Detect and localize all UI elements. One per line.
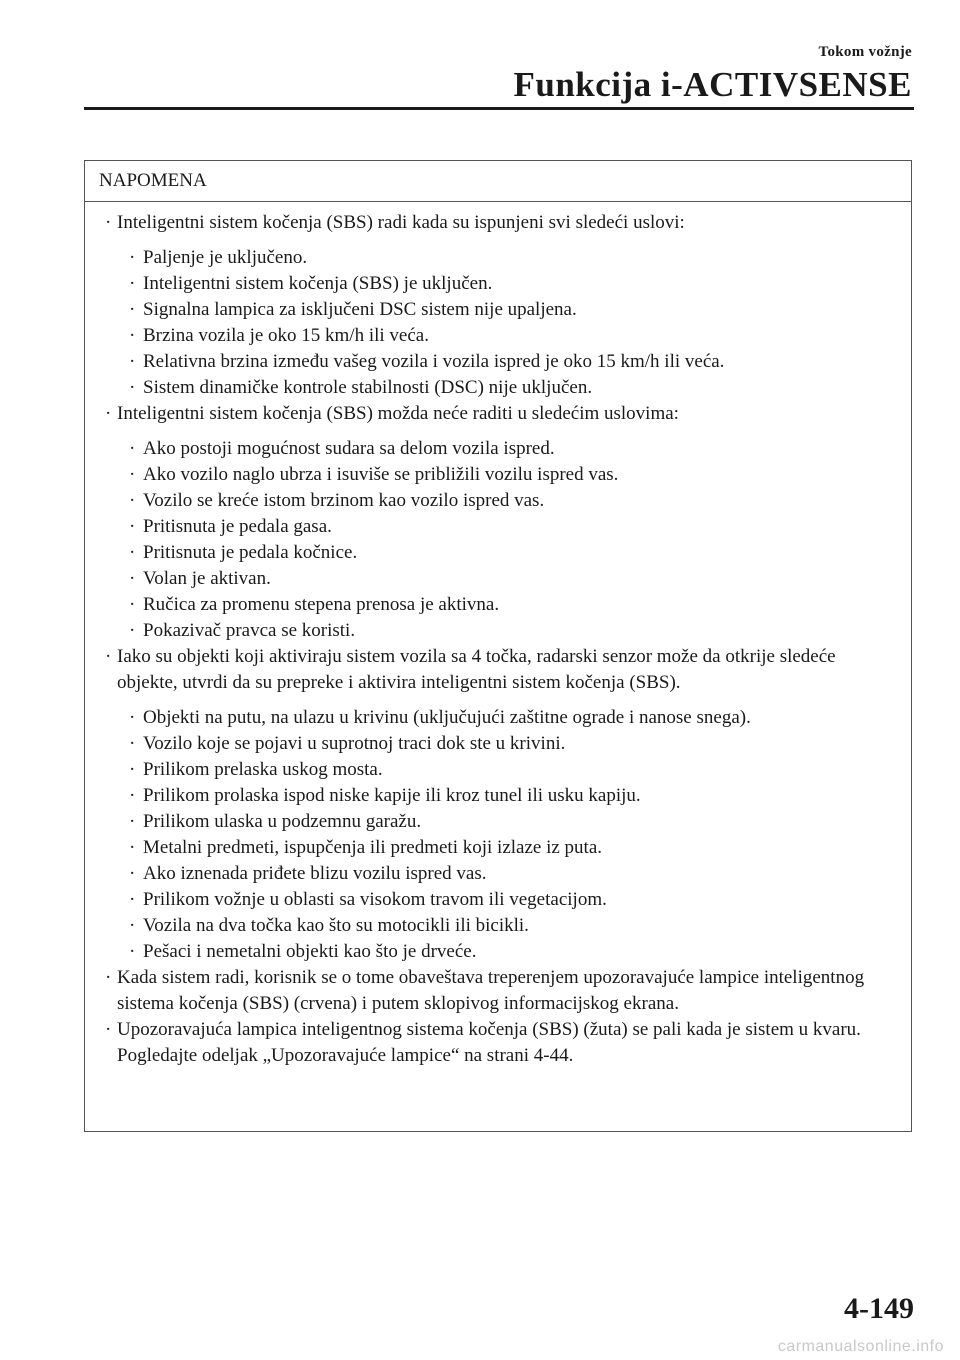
bullet-icon: · bbox=[129, 568, 136, 589]
sub-list-item bbox=[85, 323, 901, 349]
bullet-icon: · bbox=[105, 646, 112, 667]
sub-list-item bbox=[85, 514, 901, 540]
sub-list-item bbox=[85, 618, 901, 644]
note-item-text: Inteligentni sistem kočenja (SBS) možda neće raditi u sledećim uslovima: bbox=[117, 403, 679, 424]
sub-list-item bbox=[85, 349, 901, 375]
sub-list-item bbox=[85, 913, 901, 939]
sub-item-text: Pritisnuta je pedala gasa. bbox=[143, 516, 332, 537]
sub-list-item bbox=[85, 757, 901, 783]
bullet-icon: · bbox=[105, 1019, 112, 1040]
sub-list-item bbox=[85, 861, 901, 887]
sub-list-item bbox=[85, 939, 901, 965]
cross-reference: Pogledajte odeljak „Upozoravajuće lampice“ na strani 4-44. bbox=[117, 1045, 574, 1066]
bullet-icon: · bbox=[129, 542, 136, 563]
sub-list-item bbox=[85, 297, 901, 323]
bullet-icon: · bbox=[105, 403, 112, 424]
bullet-icon: · bbox=[129, 837, 136, 858]
sub-item-text: Sistem dinamičke kontrole stabilnosti (DSC) nije uključen. bbox=[143, 377, 593, 398]
note-heading: NAPOMENA bbox=[85, 161, 911, 202]
bullet-icon: · bbox=[129, 594, 136, 615]
bullet-icon: · bbox=[129, 785, 136, 806]
sub-list bbox=[85, 236, 901, 401]
sub-list-item bbox=[85, 592, 901, 618]
note-item bbox=[85, 644, 901, 696]
sub-list-item bbox=[85, 809, 901, 835]
sub-item-text: Objekti na putu, na ulazu u krivinu (uključujući zaštitne ograde i nanose snega). bbox=[143, 707, 751, 728]
note-item bbox=[85, 401, 901, 427]
bullet-icon: · bbox=[129, 464, 136, 485]
sub-list-item bbox=[85, 835, 901, 861]
sub-list bbox=[85, 696, 901, 965]
bullet-icon: · bbox=[129, 351, 136, 372]
bullet-icon: · bbox=[129, 299, 136, 320]
bullet-icon: · bbox=[105, 212, 112, 233]
bullet-icon: · bbox=[129, 620, 136, 641]
note-item-text: Inteligentni sistem kočenja (SBS) radi kada su ispunjeni svi sledeći uslovi: bbox=[117, 212, 685, 233]
sub-list-item bbox=[85, 887, 901, 913]
note-item-text: Iako su objekti koji aktiviraju sistem vozila sa 4 točka, radarski senzor može da otkrije sledeće objekte, utvrdi da su prepreke i aktivira inteligentni sistem kočenja (SBS). bbox=[117, 646, 836, 693]
sub-list-item bbox=[85, 245, 901, 271]
sub-list-item bbox=[85, 488, 901, 514]
sub-item-text: Prilikom vožnje u oblasti sa visokom travom ili vegetacijom. bbox=[143, 889, 607, 910]
note-item-text: Kada sistem radi, korisnik se o tome obaveštava treperenjem upozoravajuće lampice inteligentnog sistema kočenja (SBS) (crvena) i putem sklopivog informacijskog ekrana. bbox=[117, 967, 865, 1014]
sub-list-item bbox=[85, 375, 901, 401]
sub-item-text: Brzina vozila je oko 15 km/h ili veća. bbox=[143, 325, 429, 346]
sub-item-text: Ako iznenada priđete blizu vozilu ispred vas. bbox=[143, 863, 487, 884]
sub-item-text: Ako vozilo naglo ubrza i isuviše se približili vozilu ispred vas. bbox=[143, 464, 619, 485]
sub-item-text: Relativna brzina između vašeg vozila i vozila ispred je oko 15 km/h ili veća. bbox=[143, 351, 725, 372]
sub-item-text: Ako postoji mogućnost sudara sa delom vozila ispred. bbox=[143, 438, 555, 459]
section-label: Tokom vožnje bbox=[818, 44, 912, 60]
bullet-icon: · bbox=[129, 490, 136, 511]
sub-list-item bbox=[85, 462, 901, 488]
page-number: 4-149 bbox=[844, 1292, 914, 1325]
sub-list bbox=[85, 427, 901, 644]
bullet-icon: · bbox=[129, 915, 136, 936]
watermark: carmanualsonline.info bbox=[777, 1338, 944, 1355]
header-divider bbox=[84, 107, 914, 110]
sub-item-text: Signalna lampica za isključeni DSC sistem nije upaljena. bbox=[143, 299, 577, 320]
sub-item-text: Vozilo koje se pojavi u suprotnoj traci dok ste u krivini. bbox=[143, 733, 566, 754]
sub-item-text: Vozilo se kreće istom brzinom kao vozilo ispred vas. bbox=[143, 490, 545, 511]
bullet-icon: · bbox=[129, 889, 136, 910]
sub-item-text: Metalni predmeti, ispupčenja ili predmeti koji izlaze iz puta. bbox=[143, 837, 603, 858]
sub-item-text: Paljenje je uključeno. bbox=[143, 247, 308, 268]
running-header bbox=[513, 44, 912, 105]
bullet-icon: · bbox=[129, 273, 136, 294]
sub-list-item bbox=[85, 540, 901, 566]
bullet-icon: · bbox=[129, 941, 136, 962]
note-item bbox=[85, 210, 901, 236]
sub-item-text: Prilikom prelaska uskog mosta. bbox=[143, 759, 383, 780]
bullet-icon: · bbox=[129, 707, 136, 728]
sub-item-text: Prilikom prolaska ispod niske kapije ili kroz tunel ili usku kapiju. bbox=[143, 785, 641, 806]
sub-item-text: Pokazivač pravca se koristi. bbox=[143, 620, 356, 641]
sub-list-item bbox=[85, 566, 901, 592]
bullet-icon: · bbox=[105, 967, 112, 988]
bullet-icon: · bbox=[129, 733, 136, 754]
sub-list-item bbox=[85, 705, 901, 731]
sub-item-text: Vozila na dva točka kao što su motocikli ili bicikli. bbox=[143, 915, 529, 936]
bullet-icon: · bbox=[129, 863, 136, 884]
sub-list-item bbox=[85, 271, 901, 297]
sub-item-text: Volan je aktivan. bbox=[143, 568, 271, 589]
sub-item-text: Ručica za promenu stepena prenosa je aktivna. bbox=[143, 594, 500, 615]
bullet-icon: · bbox=[129, 377, 136, 398]
bullet-icon: · bbox=[129, 759, 136, 780]
sub-list-item bbox=[85, 783, 901, 809]
bullet-icon: · bbox=[129, 811, 136, 832]
note-item-text: Upozoravajuća lampica inteligentnog sistema kočenja (SBS) (žuta) se pali kada je sistem u kvaru. bbox=[117, 1019, 861, 1040]
sub-item-text: Prilikom ulaska u podzemnu garažu. bbox=[143, 811, 422, 832]
note-box bbox=[84, 160, 912, 1132]
note-body bbox=[85, 202, 911, 1069]
note-item bbox=[85, 965, 901, 1017]
note-item bbox=[85, 1017, 901, 1069]
sub-list-item bbox=[85, 436, 901, 462]
bullet-icon: · bbox=[129, 247, 136, 268]
sub-item-text: Pritisnuta je pedala kočnice. bbox=[143, 542, 358, 563]
page-title: Funkcija i-ACTIVSENSE bbox=[513, 65, 912, 104]
bullet-icon: · bbox=[129, 325, 136, 346]
bullet-icon: · bbox=[129, 438, 136, 459]
bullet-icon: · bbox=[129, 516, 136, 537]
sub-list-item bbox=[85, 731, 901, 757]
sub-item-text: Pešaci i nemetalni objekti kao što je drveće. bbox=[143, 941, 477, 962]
sub-item-text: Inteligentni sistem kočenja (SBS) je uključen. bbox=[143, 273, 493, 294]
